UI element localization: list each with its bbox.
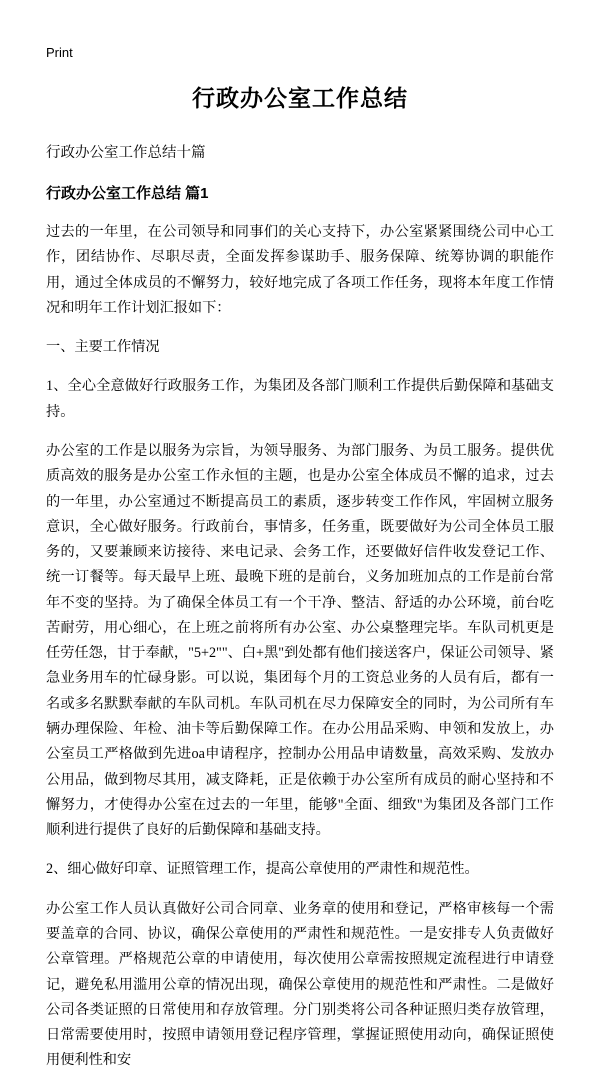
body-paragraph: 一、主要工作情况 [46,339,160,356]
body-paragraph: 过去的一年里，在公司领导和同事们的关心支持下，办公室紧紧围绕公司中心工作，团结协作、尽职尽责，全面发挥参谋助手、服务保障、统筹协调的职能作用，通过全体成员的不懈努力，较好地完成了各项工作任务，现将本年度工作情况和明年工作计划汇报如下： [46,223,554,316]
page-title: 行政办公室工作总结 [192,85,408,111]
body-paragraph: 1、全心全意做好行政服务工作，为集团及各部门顺利工作提供后勤保障和基础支持。 [46,378,554,420]
print-button[interactable]: Print [46,45,73,60]
body-paragraph: 办公室工作人员认真做好公司合同章、业务章的使用和登记，严格审核每一个需要盖章的合同、协议，确保公章使用的严肃性和规范性。一是安排专人负责做好公章管理。严格规范公章的申请使用，每次使用公章需按照规定流程进行申请登记，避免私用滥用公章的情况出现，确保公章使用的规范性和严肃性。二是做好公司各类证照的日常使用和存放管理。分门别类将公司各种证照归类存放管理，日常需要使用时，按照申请领用登记程序管理，掌握证照使用动向，确保证照使用便利性和安 [46,900,554,1069]
section-heading: 行政办公室工作总结 篇1 [46,184,209,202]
body-paragraph: 办公室的工作是以服务为宗旨，为领导服务、为部门服务、为员工服务。提供优质高效的服务是办公室工作永恒的主题，也是办公室全体成员不懈的追求，过去的一年里，办公室通过不断提高员工的素质，逐步转变工作作风，牢固树立服务意识，全心做好服务。行政前台，事情多，任务重，既要做好为公司全体员工服务的，又要兼顾来访接待、来电记录、会务工作，还要做好信件收发登记工作、统一订餐等。每天最早上班、最晚下班的是前台，义务加班加点的工作是前台常年不变的坚持。为了确保全体员工有一个干净、整洁、舒适的办公环境，前台吃苦耐劳，用心细心，在上班之前将所有办公室、办公桌整理完毕。车队司机更是任劳任怨，甘于奉献，"5+2""、白+黑"到处都有他们接送客户，保证公司领导、紧急业务用车的忙碌身影。可以说，集团每个月的工资总业务的人员有后，都有一名或多名默默奉献的车队司机。车队司机在尽力保障安全的同时，为公司所有车辆办理保险、年检、油卡等后勤保障工作。在办公用品采购、申领和发放上，办公室员工严格做到先进oa申请程序，控制办公用品申请数量，高效采购、发放办公用品，做到物尽其用，减支降耗，正是依赖于办公室所有成员的耐心坚持和不懈努力，才使得办公室在过去的一年里，能够"全面、细致"为集团及各部门工作顺利进行提供了良好的后勤保障和基础支持。 [46,442,554,839]
body-paragraph: 2、细心做好印章、证照管理工作，提高公章使用的严肃性和规范性。 [46,861,479,878]
document-subtitle: 行政办公室工作总结十篇 [46,144,206,161]
